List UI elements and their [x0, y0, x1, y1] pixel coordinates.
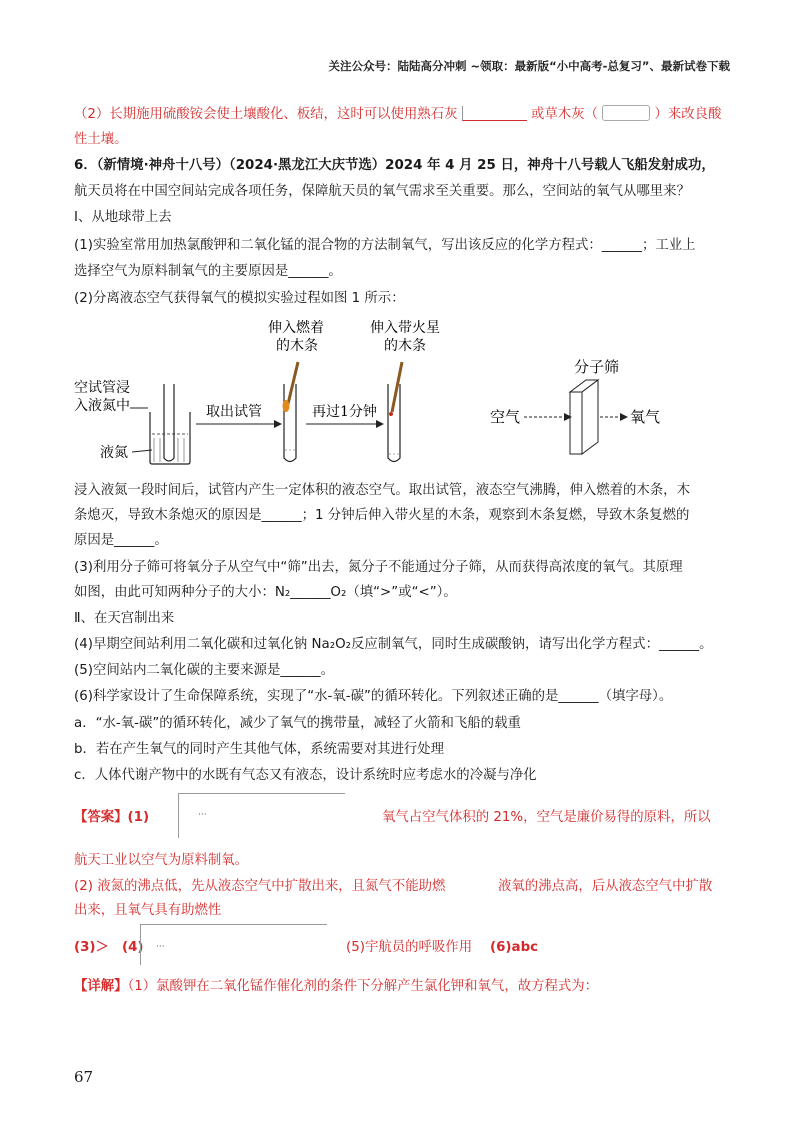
- q5-line-2: 性土壤。: [74, 132, 128, 147]
- figure-1: [70, 312, 690, 472]
- q5-line-1: [74, 105, 721, 124]
- q6-option-a: a．“水-氧-碳”的循环转化，减少了氧气的携带量，减轻了火箭和飞船的载重: [74, 716, 521, 731]
- molecular-sieve: [570, 392, 582, 454]
- q5-text-c: ）来改良酸: [654, 107, 722, 122]
- answer-4-label: (4): [122, 940, 144, 955]
- test-tube-1: [164, 384, 174, 461]
- flame: [283, 400, 290, 412]
- label-oxygen: 氧气: [630, 408, 661, 426]
- q6-s6: (6)科学家设计了生命保障系统，实现了“水-氧-碳”的循环转化。下列叙述正确的是______（填字母）。: [74, 689, 673, 704]
- q6-s2-obs-1: 浸入液氮一段时间后，试管内产生一定体积的液态空气。取出试管，液态空气沸腾，伸入燃着的木条，木: [74, 483, 690, 498]
- q6-part-2: Ⅱ、在天宫制出来: [74, 611, 175, 626]
- q6-intro-2: 航天员将在中国空间站完成各项任务，保障航天员的氧气需求至关重要。那么，空间站的氧气从哪里来？: [74, 184, 690, 199]
- answer-1-reason: 氧气占空气体积的 21%，空气是廉价易得的原料，所以: [382, 810, 711, 825]
- answer-4-equation-box: [140, 924, 327, 965]
- detail-text: （1）氯酸钾在二氧化锰作催化剂的条件下分解产生氯化钾和氧气，故方程式为：: [127, 979, 599, 994]
- label-burning-1: 伸入燃着: [268, 320, 324, 336]
- answer-label: 【答案】(1): [74, 810, 150, 825]
- blank-slaked-lime: [462, 106, 527, 121]
- label-liquid-nitrogen: 液氮: [100, 445, 128, 461]
- leader-n2: [132, 450, 152, 452]
- answer-2-b: 液氧的沸点高，后从液态空气中扩散: [498, 879, 713, 894]
- label-spark-1: 伸入带火星: [370, 320, 440, 336]
- q6-option-b: b．若在产生氧气的同时产生其他气体，系统需要对其进行处理: [74, 742, 445, 757]
- q6-s1-b: 选择空气为原料制氧气的主要原因是______。: [74, 264, 342, 279]
- q5-text-a: （2）长期施用硫酸铵会使土壤酸化、板结，这时可以使用熟石灰: [74, 107, 458, 122]
- label-tube-2: 入液氮中: [74, 398, 130, 414]
- q6-option-c: c．人体代谢产物中的水既有气态又有液态，设计系统时应考虑水的冷凝与净化: [74, 768, 537, 783]
- arrow-1-label: 取出试管: [206, 404, 262, 420]
- page-number: 67: [74, 1068, 94, 1086]
- q6-s2: (2)分离液态空气获得氧气的模拟实验过程如图 1 所示：: [74, 291, 405, 306]
- q6-s3-a: (3)利用分子筛可将氧分子从空气中“筛”出去，氮分子不能通过分子筛，从而获得高浓度的氧气。其原理: [74, 560, 683, 575]
- q6-s5: (5)空间站内二氧化碳的主要来源是______。: [74, 663, 334, 678]
- answer-5: (5)宇航员的呼吸作用: [346, 940, 473, 955]
- answer-6: (6)abc: [490, 940, 539, 955]
- q5-text-b: 或草木灰（: [531, 107, 598, 122]
- q6-part-1: Ⅰ、从地球带上去: [74, 210, 172, 225]
- arrow-1-head: [274, 420, 282, 428]
- q6-s4: (4)早期空间站利用二氧化碳和过氧化钠 Na₂O₂反应制氧气，同时生成碳酸钠，请写出化学方程式：______。: [74, 637, 713, 652]
- q6-s2-obs-2: 条熄灭，导致木条熄灭的原因是______；1 分钟后伸入带火星的木条，观察到木条复燃，导致木条复燃的: [74, 508, 690, 523]
- q6-s2-obs-3: 原因是______。: [74, 533, 168, 548]
- q6-intro-1: 6．（新情境·神舟十八号）（2024·黑龙江大庆节选）2024 年 4 月 25 日，神舟十八号载人飞船发射成功，: [74, 158, 715, 173]
- arrow-2-head: [376, 420, 384, 428]
- answer-3: (3)＞: [74, 940, 109, 955]
- detail-line: [74, 978, 598, 996]
- arrow-2-label: 再过1分钟: [312, 404, 377, 420]
- answer-4-dots: ···: [156, 942, 165, 952]
- q6-s1-a: (1)实验室常用加热氯酸钾和二氧化锰的混合物的方法制氧气，写出该反应的化学方程式：______；工业上: [74, 238, 696, 253]
- spark: [389, 412, 393, 416]
- label-burning-2: 的木条: [276, 338, 318, 354]
- blank-plant-ash: [602, 105, 650, 121]
- label-sieve: 分子筛: [574, 358, 620, 376]
- label-air: 空气: [490, 408, 521, 426]
- q6-s3-b: 如图，由此可知两种分子的大小：N₂______O₂（填“>”或“<”）。: [74, 585, 457, 600]
- label-tube: 空试管浸: [74, 380, 130, 396]
- answer-2-c: 出来，且氧气具有助燃性: [74, 903, 222, 918]
- answer-1-dots: ···: [198, 810, 207, 820]
- answer-2-a: (2) 液氮的沸点低，先从液态空气中扩散出来，且氮气不能助燃: [74, 879, 446, 894]
- answer-1-reason-cont: 航天工业以空气为原料制氧。: [74, 853, 249, 868]
- label-spark-2: 的木条: [384, 338, 426, 354]
- detail-label: 【详解】: [74, 979, 128, 994]
- page-header: 关注公众号：陆陆高分冲刺 ~领取：最新版“小中高考-总复习”、最新试卷下载: [328, 59, 730, 73]
